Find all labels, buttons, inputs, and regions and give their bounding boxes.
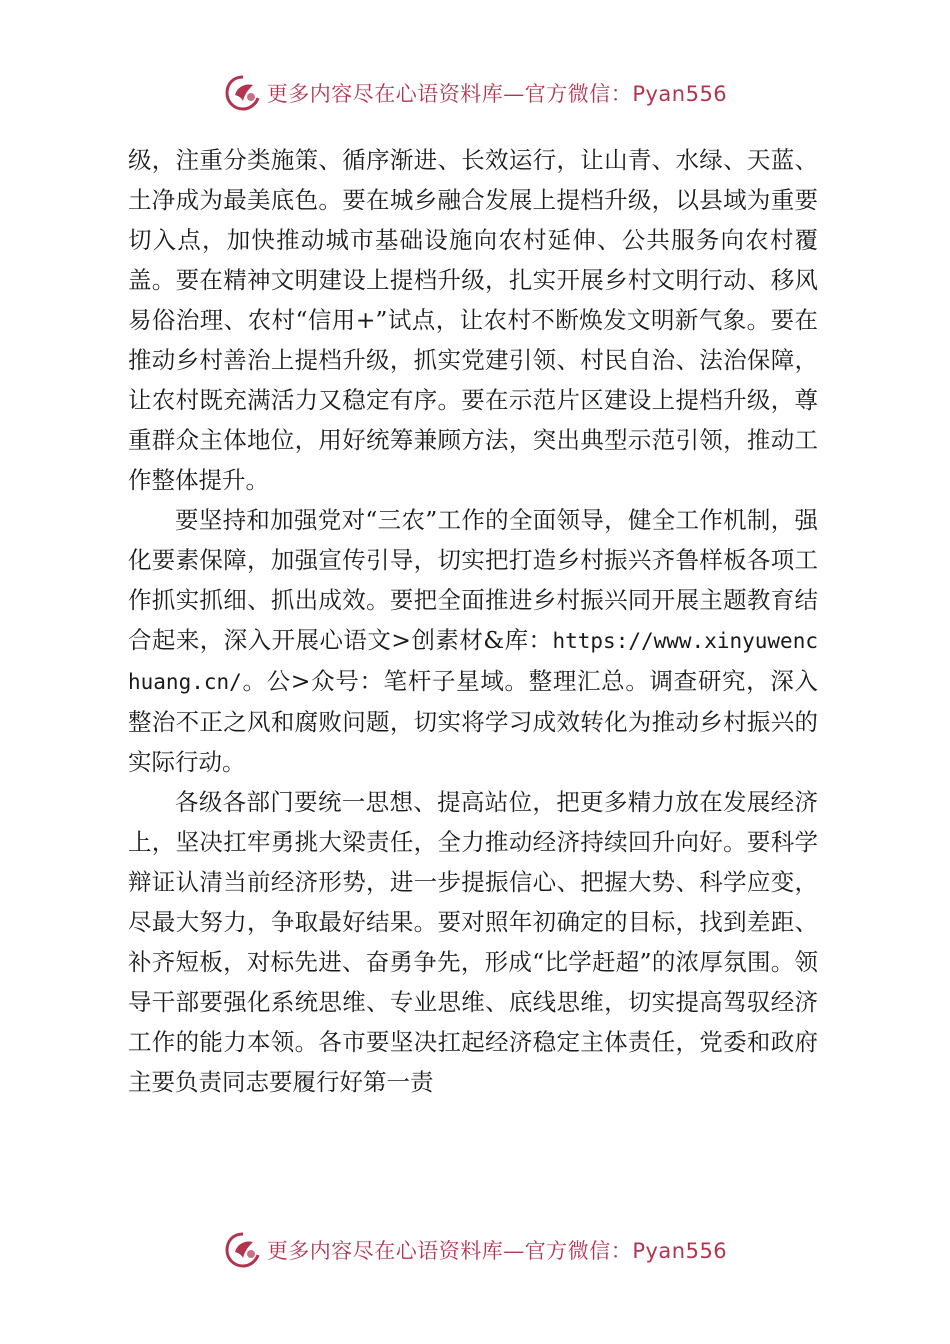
source-url: https://www.xinyuwenchuang.cn/ xyxy=(128,629,818,694)
paragraph-2 xyxy=(128,500,818,782)
footer-banner-text: 更多内容尽在心语资料库—官方微信：Pyan556 xyxy=(266,1239,728,1263)
brand-logo-icon xyxy=(223,73,263,113)
footer-banner xyxy=(0,1228,950,1272)
document-body xyxy=(128,140,818,1102)
header-banner xyxy=(0,71,950,115)
brand-logo-icon xyxy=(223,1230,263,1270)
wechat-handle: Pyan556 xyxy=(632,1239,728,1263)
header-banner-text: 更多内容尽在心语资料库—官方微信：Pyan556 xyxy=(266,82,728,106)
paragraph-3: 各级各部门要统一思想、提高站位，把更多精力放在发展经济上，坚决扛牢勇挑大梁责任，全力推动经济持续回升向好。要科学辩证认清当前经济形势，进一步提振信心、把握大势、科学应变，尽最大努力，争取最好结果。要对照年初确定的目标，找到差距、补齐短板，对标先进、奋勇争先，形成“比学赶超”的浓厚氛围。领导干部要强化系统思维、专业思维、底线思维，切实提高驾驭经济工作的能力本领。各市要坚决扛起经济稳定主体责任，党委和政府主要负责同志要履行好第一责 xyxy=(128,788,818,1096)
paragraph-2-text-before-url: 要坚持和加强党对“三农”工作的全面领导，健全工作机制，强化要素保障，加强宣传引导，切实把打造乡村振兴齐鲁样板各项工作抓实抓细、抓出成效。要把全面推进乡村振兴同开展主题教育结合起来，深入开展心语文>创素材&库： xyxy=(128,506,818,654)
paragraph-1: 级，注重分类施策、循序渐进、长效运行，让山青、水绿、天蓝、土净成为最美底色。要在城乡融合发展上提档升级，以县域为重要切入点，加快推动城市基础设施向农村延伸、公共服务向农村覆盖。要在精神文明建设上提档升级，扎实开展乡村文明行动、移风易俗治理、农村“信用+”试点，让农村不断焕发文明新气象。要在推动乡村善治上提档升级，抓实党建引领、村民自治、法治保障，让农村既充满活力又稳定有序。要在示范片区建设上提档升级，尊重群众主体地位，用好统筹兼顾方法，突出典型示范引领，推动工作整体提升。 xyxy=(128,146,818,494)
paragraph-2-text-after-url: 。公>众号：笔杆子星域。整理汇总。调查研究，深入整治不正之风和腐败问题，切实将学习成效转化为推动乡村振兴的实际行动。 xyxy=(128,667,818,776)
wechat-handle: Pyan556 xyxy=(632,82,728,106)
